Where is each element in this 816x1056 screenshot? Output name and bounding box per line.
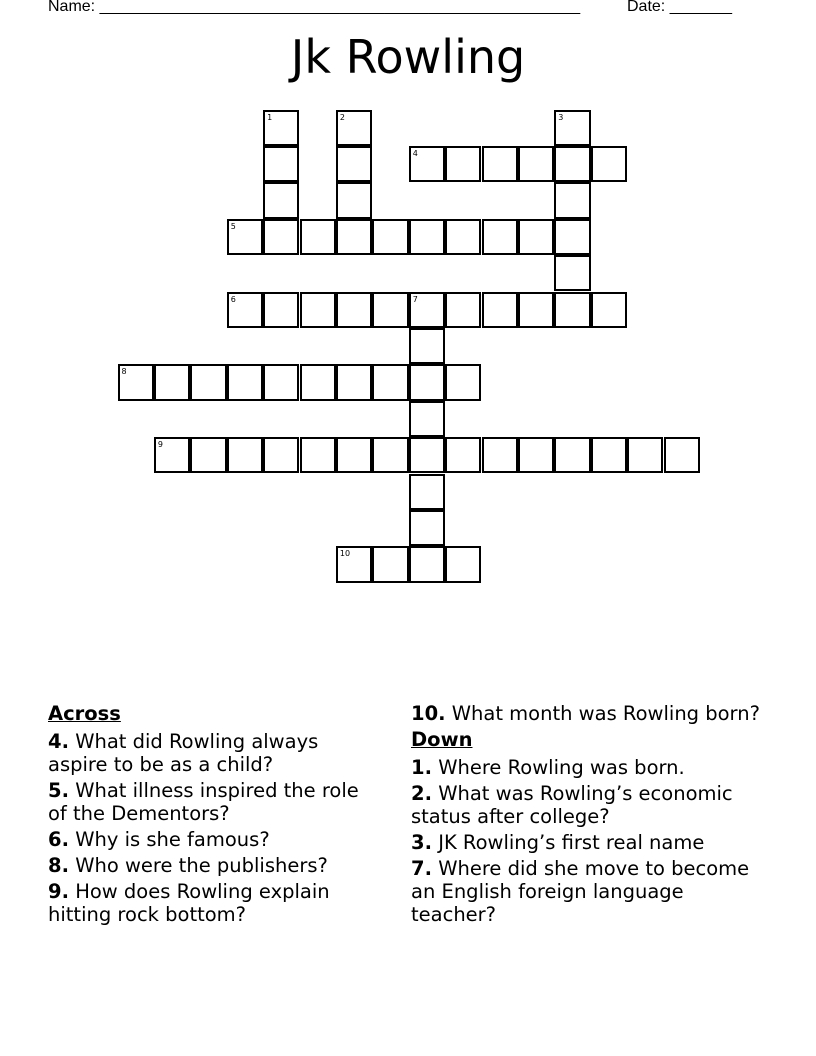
grid-cell[interactable] — [154, 437, 190, 473]
grid-cell[interactable] — [591, 292, 627, 328]
grid-cell[interactable] — [336, 437, 372, 473]
grid-cell[interactable] — [409, 364, 445, 400]
clue-text: Where Rowling was born. — [438, 756, 685, 779]
cell-number: 7 — [412, 294, 418, 304]
grid-cell[interactable] — [190, 364, 226, 400]
clue-text: How does Rowling explain hitting rock bottom? — [48, 880, 330, 926]
date-field-label: Date: _______ — [627, 0, 732, 15]
clue-text: Who were the publishers? — [75, 854, 328, 877]
grid-cell[interactable] — [445, 146, 481, 182]
grid-cell[interactable] — [518, 437, 554, 473]
clue-number: 2. — [411, 782, 432, 805]
grid-cell[interactable] — [190, 437, 226, 473]
grid-cell[interactable] — [263, 146, 299, 182]
cell-number: 10 — [339, 549, 351, 559]
grid-cell[interactable] — [554, 182, 590, 218]
grid-cell[interactable] — [263, 292, 299, 328]
grid-cell[interactable] — [372, 546, 408, 582]
grid-cell[interactable] — [409, 474, 445, 510]
cell-number: 8 — [121, 367, 127, 377]
grid-cell[interactable] — [482, 292, 518, 328]
grid-cell[interactable] — [409, 328, 445, 364]
clue-text: Where did she move to become an English foreign language teacher? — [411, 857, 750, 926]
grid-cell[interactable] — [554, 292, 590, 328]
grid-cell[interactable] — [227, 292, 263, 328]
clue-down-3 — [411, 831, 771, 854]
grid-cell[interactable] — [227, 219, 263, 255]
clue-number: 3. — [411, 831, 432, 854]
down-heading: Down — [411, 728, 473, 751]
grid-cell[interactable] — [336, 546, 372, 582]
across-heading: Across — [48, 702, 121, 725]
grid-cell[interactable] — [336, 364, 372, 400]
cell-number: 4 — [412, 148, 418, 158]
grid-cell[interactable] — [409, 219, 445, 255]
grid-cell[interactable] — [518, 219, 554, 255]
clue-text: Why is she famous? — [75, 828, 270, 851]
clue-number: 9. — [48, 880, 69, 903]
grid-cell[interactable] — [445, 219, 481, 255]
clue-across-5 — [48, 779, 378, 825]
clue-number: 10. — [411, 702, 446, 725]
grid-cell[interactable] — [300, 292, 336, 328]
clue-number: 4. — [48, 730, 69, 753]
grid-cell[interactable] — [445, 364, 481, 400]
grid-cell[interactable] — [409, 437, 445, 473]
clue-across-9 — [48, 880, 378, 926]
grid-cell[interactable] — [263, 110, 299, 146]
clue-down-2 — [411, 782, 771, 828]
clue-number: 5. — [48, 779, 69, 802]
grid-cell[interactable] — [154, 364, 190, 400]
clue-number: 8. — [48, 854, 69, 877]
cell-number: 3 — [558, 112, 564, 122]
grid-cell[interactable] — [300, 219, 336, 255]
page-title: Jk Rowling — [290, 30, 526, 84]
grid-cell[interactable] — [336, 110, 372, 146]
grid-cell[interactable] — [263, 437, 299, 473]
grid-cell[interactable] — [627, 437, 663, 473]
clue-across-4 — [48, 730, 378, 776]
name-field-label: Name: ______________________________________________________ — [48, 0, 581, 15]
grid-cell[interactable] — [118, 364, 154, 400]
clue-across-6 — [48, 828, 378, 851]
grid-cell[interactable] — [263, 364, 299, 400]
grid-cell[interactable] — [445, 292, 481, 328]
grid-cell[interactable] — [227, 364, 263, 400]
clue-across-10 — [411, 702, 771, 725]
grid-cell[interactable] — [664, 437, 700, 473]
grid-cell[interactable] — [554, 437, 590, 473]
grid-cell[interactable] — [372, 292, 408, 328]
grid-cell[interactable] — [591, 437, 627, 473]
clue-down-7 — [411, 857, 771, 926]
grid-cell[interactable] — [554, 255, 590, 291]
grid-cell[interactable] — [409, 510, 445, 546]
grid-cell[interactable] — [409, 546, 445, 582]
clues-left-column — [48, 702, 378, 929]
cell-number: 5 — [230, 221, 236, 231]
cell-number: 2 — [339, 112, 345, 122]
cell-number: 9 — [157, 440, 163, 450]
grid-cell[interactable] — [336, 292, 372, 328]
clue-number: 1. — [411, 756, 432, 779]
grid-cell[interactable] — [263, 219, 299, 255]
grid-cell[interactable] — [409, 292, 445, 328]
clue-number: 7. — [411, 857, 432, 880]
grid-cell[interactable] — [445, 546, 481, 582]
cell-number: 6 — [230, 294, 236, 304]
grid-cell[interactable] — [372, 219, 408, 255]
grid-cell[interactable] — [554, 146, 590, 182]
grid-cell[interactable] — [227, 437, 263, 473]
cell-number: 1 — [267, 112, 273, 122]
grid-cell[interactable] — [409, 401, 445, 437]
grid-cell[interactable] — [263, 182, 299, 218]
clue-text: What month was Rowling born? — [451, 702, 760, 725]
clue-text: What was Rowling’s economic status after college? — [411, 782, 733, 828]
clue-number: 6. — [48, 828, 69, 851]
grid-cell[interactable] — [300, 437, 336, 473]
clue-across-8 — [48, 854, 378, 877]
grid-cell[interactable] — [300, 364, 336, 400]
grid-cell[interactable] — [372, 437, 408, 473]
grid-cell[interactable] — [482, 219, 518, 255]
grid-cell[interactable] — [336, 146, 372, 182]
grid-cell[interactable] — [445, 437, 481, 473]
grid-cell[interactable] — [554, 110, 590, 146]
clues-right-column — [411, 702, 771, 929]
clue-text: What illness inspired the role of the Dementors? — [48, 779, 359, 825]
grid-cell[interactable] — [518, 292, 554, 328]
grid-cell[interactable] — [336, 182, 372, 218]
grid-cell[interactable] — [482, 146, 518, 182]
clue-text: JK Rowling’s first real name — [438, 831, 705, 854]
clue-down-1 — [411, 756, 771, 779]
grid-cell[interactable] — [518, 146, 554, 182]
grid-cell[interactable] — [372, 364, 408, 400]
grid-cell[interactable] — [482, 437, 518, 473]
grid-cell[interactable] — [336, 219, 372, 255]
clue-text: What did Rowling always aspire to be as a child? — [48, 730, 319, 776]
grid-cell[interactable] — [591, 146, 627, 182]
grid-cell[interactable] — [409, 146, 445, 182]
grid-cell[interactable] — [554, 219, 590, 255]
